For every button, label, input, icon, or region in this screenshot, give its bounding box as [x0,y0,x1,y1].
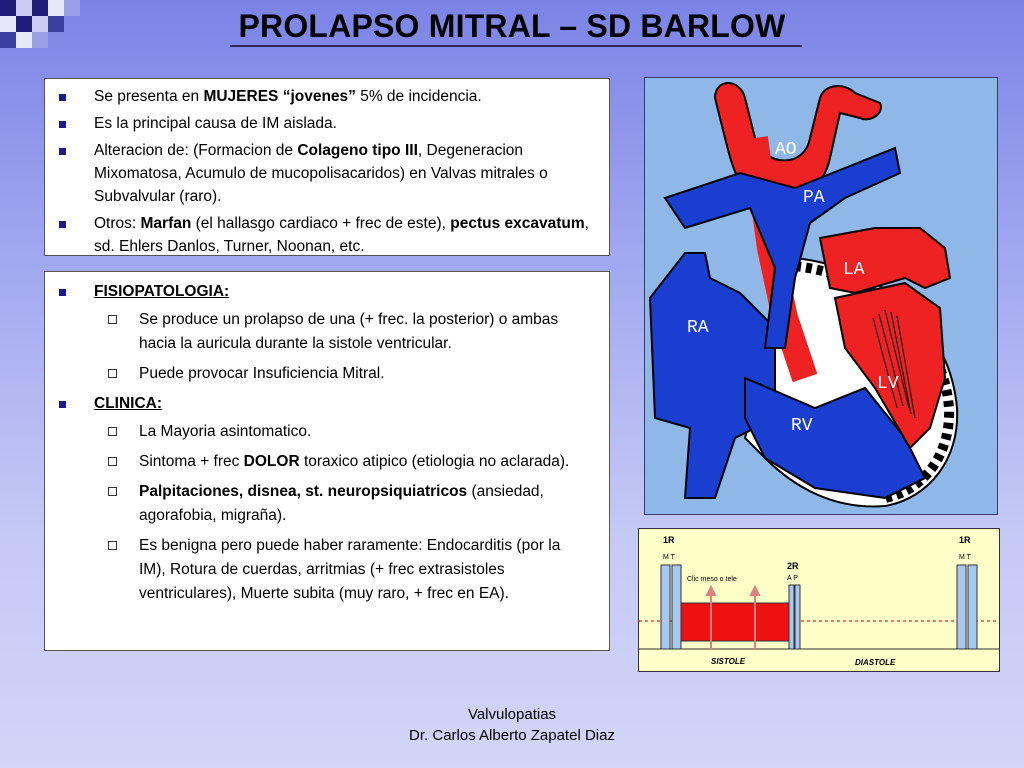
phonocardiogram [638,528,1000,672]
heart-diagram [644,77,998,515]
clinica-item: Sintoma + frec DOLOR toraxico atipico (etiologia no aclarada). [45,450,609,474]
left-atrium [820,228,950,293]
s1-right-tricuspid-bar [968,565,977,649]
fisio-item: Puede provocar Insuficiencia Mitral. [45,362,609,386]
click-label: Clic meso o tele [687,576,737,583]
label-lv: LV [877,374,899,394]
clinica-item: Es benigna pero puede haber raramente: Endocarditis (por la IM), Rotura de cuerdas, arritmias (+ frec extrasistoles ventriculares), Muerte subita (muy raro, + frec en EA). [45,534,609,606]
systole-label: SISTOLE [711,657,746,666]
s1-left-mitral-bar [661,565,670,649]
phono-svg [639,529,999,671]
bullet-alteration: Alteracion de: (Formacion de Colageno tipo III, Degeneracion Mixomatosa, Acumulo de mucopolisacaridos) en Valvas mitrales o Subvalvular (raro). [45,139,609,208]
title-underline [230,45,802,47]
right-atrium [650,253,775,498]
s2-pulmonic-bar [795,585,800,649]
slide-title: PROLAPSO MITRAL – SD BARLOW [238,8,786,44]
s2-aortic-bar [789,585,794,649]
bullet-others: Otros: Marfan (el hallasgo cardiaco + frec de este), pectus excavatum, sd. Ehlers Danlos, Turner, Noonan, etc. [45,212,609,258]
fisio-item: Se produce un prolapso de una (+ frec. la posterior) o ambas hacia la auricula durante la sistole ventricular. [45,308,609,356]
s1-right-sub: M T [959,554,971,561]
fisio-heading: FISIOPATOLOGIA: [45,280,609,304]
label-ra: RA [687,318,709,338]
footer-author: Dr. Carlos Alberto Zapatel Diaz [409,727,615,744]
clinica-heading: CLINICA: [45,392,609,416]
label-pa: PA [803,188,825,208]
s2-label: 2R [787,561,799,571]
heart-svg [645,78,997,514]
clinica-item: Palpitaciones, disnea, st. neuropsiquiatricos (ansiedad, agorafobia, migraña). [45,480,609,528]
s1-right-mitral-bar [957,565,966,649]
systolic-murmur [681,603,791,641]
bullet-cause: Es la principal causa de IM aislada. [45,112,609,135]
s1-left-label: 1R [663,535,675,545]
bullet-incidence: Se presenta en MUJERES “jovenes” 5% de incidencia. [45,85,609,108]
s2-sub: A P [787,575,798,582]
s1-right-label: 1R [959,535,971,545]
label-ao: AO [775,140,797,160]
label-rv: RV [791,416,813,436]
clinica-item: La Mayoria asintomatico. [45,420,609,444]
s1-left-sub: M T [663,554,675,561]
intro-box [44,78,610,256]
label-la: LA [843,260,865,280]
footer-topic: Valvulopatias [467,706,557,723]
detail-box [44,271,610,651]
diastole-label: DIASTOLE [855,658,896,667]
s1-left-tricuspid-bar [672,565,681,649]
